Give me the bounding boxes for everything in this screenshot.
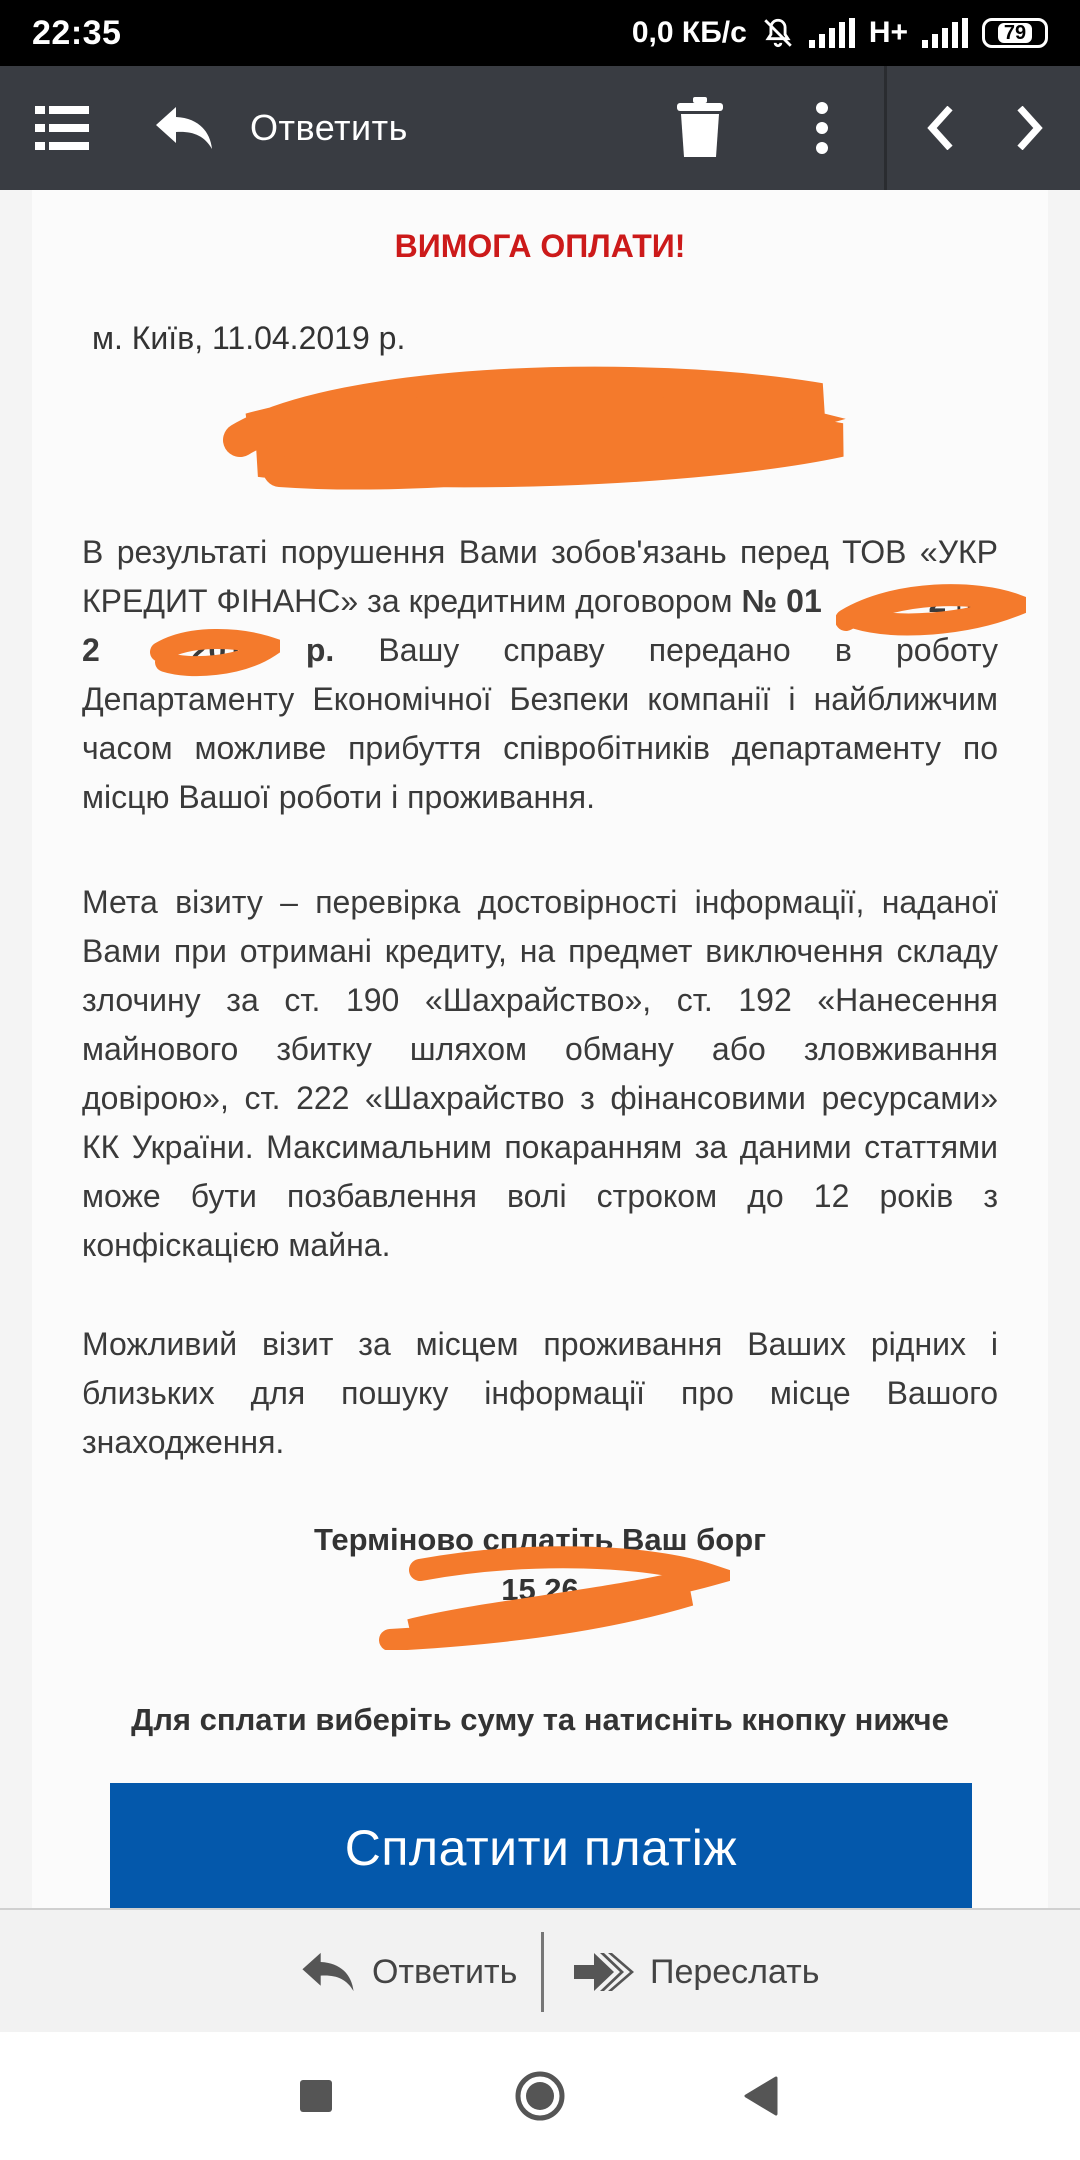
action-bar-divider xyxy=(541,1932,544,2012)
contract-date-end: 2.2019 р. xyxy=(163,632,335,668)
home-circle-icon xyxy=(514,2070,566,2122)
status-indicators xyxy=(632,16,1048,50)
email-body xyxy=(0,190,1080,1910)
debt-amount: 15 26 xyxy=(501,1572,579,1607)
back-button[interactable] xyxy=(700,2032,820,2160)
city-date: м. Київ, 11.04.2019 р. xyxy=(92,320,406,356)
signal-icon xyxy=(809,18,855,48)
back-triangle-icon xyxy=(742,2076,778,2116)
reply-bottom-button[interactable] xyxy=(300,1910,517,2034)
toolbar-divider xyxy=(884,66,887,190)
pay-instructions: Для сплати виберіть суму та натисніть кнопку нижче xyxy=(131,1702,949,1737)
delete-button[interactable] xyxy=(660,66,740,190)
p1-text-b: від xyxy=(946,583,999,619)
contract-number-end: 2 xyxy=(928,583,947,619)
p1-text-a: В результаті порушення Вами зобов'язань перед ТОВ «УКР КРЕДИТ ФІНАНС» за кредитним договором xyxy=(82,534,998,619)
pay-button[interactable]: Сплатити платіж xyxy=(110,1783,972,1910)
contract-number: № 01 xyxy=(741,583,822,619)
menu-icon xyxy=(35,106,89,150)
reply-icon xyxy=(154,105,214,151)
urgent-pay-text: Терміново сплатіть Ваш борг xyxy=(313,1522,767,1557)
signal-icon xyxy=(922,18,968,48)
status-bar xyxy=(0,0,1080,66)
paragraph-debt-notice xyxy=(82,528,998,822)
recents-button[interactable] xyxy=(256,2032,376,2160)
status-time: 22:35 xyxy=(32,13,122,52)
menu-button[interactable] xyxy=(0,66,124,190)
reply-button[interactable] xyxy=(124,66,408,190)
previous-message-button[interactable] xyxy=(900,66,980,190)
mute-icon xyxy=(761,16,795,50)
paragraph-relatives-visit: Можливий візит за місцем проживання Ваших рідних і близьких для пошуку інформації про місце Вашого знаходження. xyxy=(82,1326,998,1460)
network-type: H+ xyxy=(868,16,908,49)
more-vert-icon xyxy=(815,102,829,154)
reply-bottom-label: Ответить xyxy=(372,1952,518,1991)
message-action-bar xyxy=(0,1908,1080,2032)
mail-toolbar xyxy=(0,66,1080,190)
contract-date-start: 2 xyxy=(82,632,100,668)
more-options-button[interactable] xyxy=(790,66,854,190)
battery-level: 79 xyxy=(998,23,1032,43)
p1-text-c: Вашу справу передано в роботу Департаменту Економічної Безпеки компанії і найближчим часом можливе прибуття співробітників департаменту по місцю Вашої роботи і проживання. xyxy=(82,632,998,815)
contract-date-redacted xyxy=(100,632,164,668)
forward-button[interactable] xyxy=(574,1910,819,2034)
home-button[interactable] xyxy=(480,2032,600,2160)
chevron-right-icon xyxy=(1016,106,1044,150)
trash-icon xyxy=(677,97,723,159)
chevron-left-icon xyxy=(926,106,954,150)
contract-number-redacted xyxy=(822,583,929,619)
forward-label: Переслать xyxy=(650,1952,820,1991)
net-speed: 0,0 КБ/с xyxy=(631,16,747,49)
next-message-button[interactable] xyxy=(990,66,1070,190)
recents-square-icon xyxy=(298,2078,334,2114)
battery-icon xyxy=(982,18,1048,48)
paragraph-visit-purpose: Мета візиту – перевірка достовірності інформації, наданої Вами при отримані кредиту, на предмет виключення складу злочину за ст. 190 «Шахрайство», ст. 192 «Нанесення майнового збитку шляхом обману або зловживання довірою», ст. 222 «Шахрайство з фінансовими ресурсами» КК України. Максимальним покаранням за даними статтями може бути позбавлення волі строком до 12 років з конфіскацією майна. xyxy=(82,884,998,1263)
reply-label: Ответить xyxy=(250,107,408,148)
forward-icon xyxy=(574,1951,634,1993)
reply-icon xyxy=(300,1951,356,1993)
system-nav-bar xyxy=(0,2032,1080,2160)
email-headline: ВИМОГА ОПЛАТИ! xyxy=(394,228,686,264)
